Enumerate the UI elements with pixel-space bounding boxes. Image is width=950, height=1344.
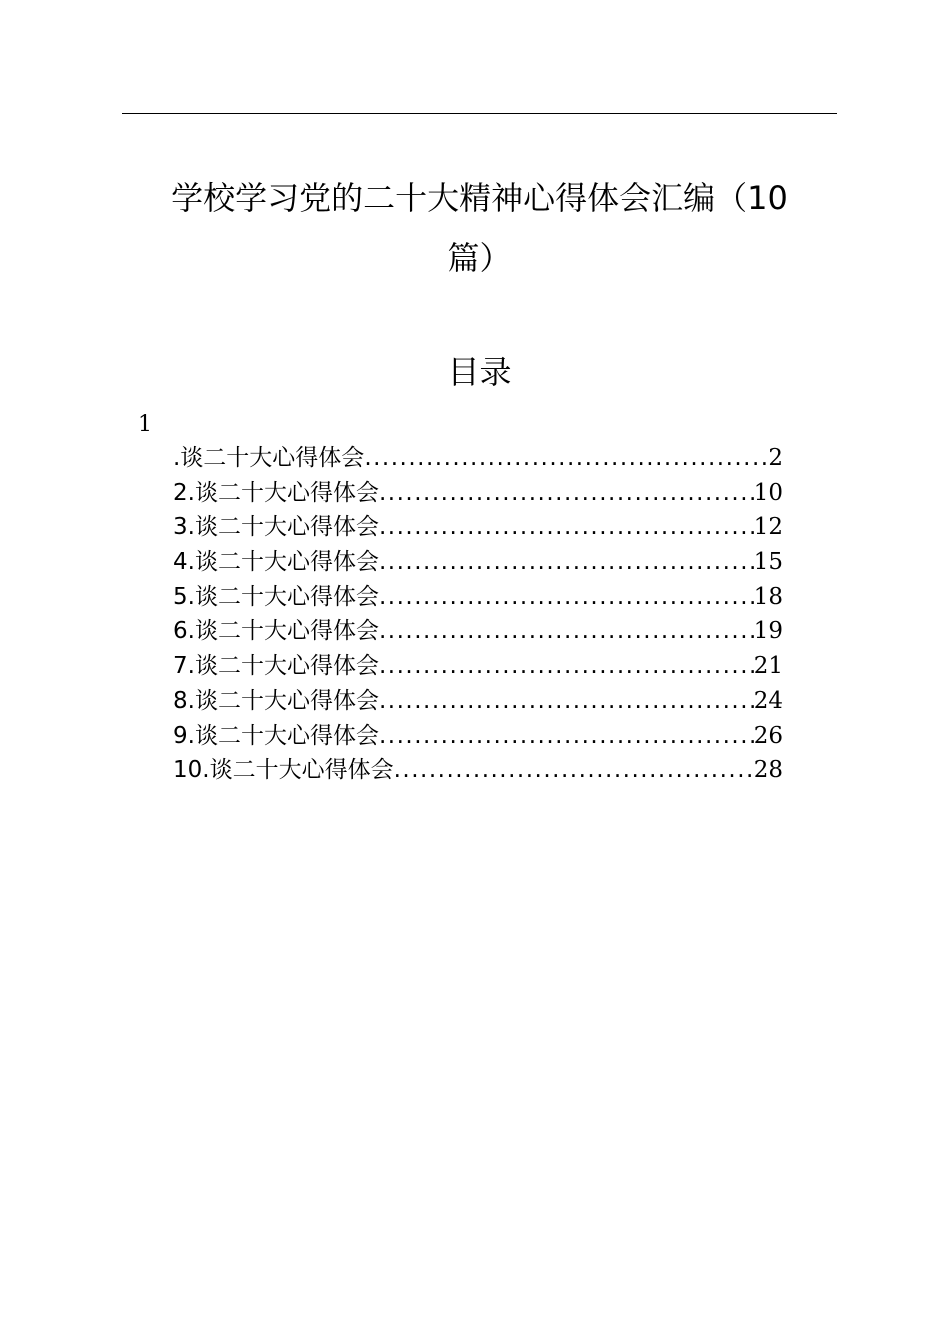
toc-dot-leader	[379, 684, 754, 719]
toc-heading: 目录	[447, 353, 512, 391]
title-line-2: 篇）	[447, 239, 512, 277]
toc-entry[interactable]	[173, 441, 783, 476]
toc-dot-leader	[379, 476, 754, 511]
header-rule	[122, 113, 837, 114]
toc-entry-label: 5.谈二十大心得体会	[173, 583, 379, 610]
toc-dot-leader	[379, 580, 754, 615]
toc-entry-page: 10	[753, 479, 783, 506]
toc-entry-page: 2	[768, 445, 783, 471]
toc-entry-page: 26	[753, 722, 783, 749]
toc-dot-leader	[379, 614, 754, 649]
toc-entry[interactable]	[173, 649, 783, 684]
toc-entry[interactable]	[173, 510, 783, 545]
toc-entry-label: 3.谈二十大心得体会	[173, 514, 379, 541]
toc-entry-label: 2.谈二十大心得体会	[173, 479, 379, 506]
toc-entry-label: 9.谈二十大心得体会	[173, 722, 379, 749]
document-title	[122, 168, 837, 288]
toc-entry-page: 19	[753, 618, 783, 645]
toc-dot-leader	[379, 545, 754, 580]
toc-dot-leader	[379, 649, 754, 684]
toc-entry-page: 15	[753, 549, 783, 576]
toc-dot-leader	[394, 753, 754, 788]
toc-dot-leader	[364, 441, 768, 476]
toc-entry[interactable]	[173, 580, 783, 615]
toc-entry-page: 28	[753, 757, 783, 784]
toc-entry-label: 8.谈二十大心得体会	[173, 687, 379, 714]
toc-entry[interactable]	[173, 476, 783, 511]
toc-entry-label: 10.谈二十大心得体会	[173, 757, 394, 784]
toc-entry[interactable]	[173, 684, 783, 719]
toc-entry-page: 12	[753, 514, 783, 541]
toc-dot-leader	[379, 510, 754, 545]
toc-entry-page: 18	[753, 583, 783, 610]
toc-entry-label: 7.谈二十大心得体会	[173, 653, 379, 680]
table-of-contents	[173, 441, 783, 788]
toc-first-entry-number: 1	[138, 412, 152, 437]
toc-entry[interactable]	[173, 614, 783, 649]
toc-entry[interactable]	[173, 753, 783, 788]
toc-dot-leader	[379, 719, 754, 754]
toc-entry[interactable]	[173, 719, 783, 754]
toc-entry-page: 24	[753, 687, 783, 714]
toc-entry-label: 4.谈二十大心得体会	[173, 549, 379, 576]
toc-entry[interactable]	[173, 545, 783, 580]
toc-entry-label: .谈二十大心得体会	[173, 445, 365, 471]
toc-entry-page: 21	[753, 653, 783, 680]
toc-entry-label: 6.谈二十大心得体会	[173, 618, 379, 645]
title-line-1: 学校学习党的二十大精神心得体会汇编（10	[171, 179, 788, 217]
